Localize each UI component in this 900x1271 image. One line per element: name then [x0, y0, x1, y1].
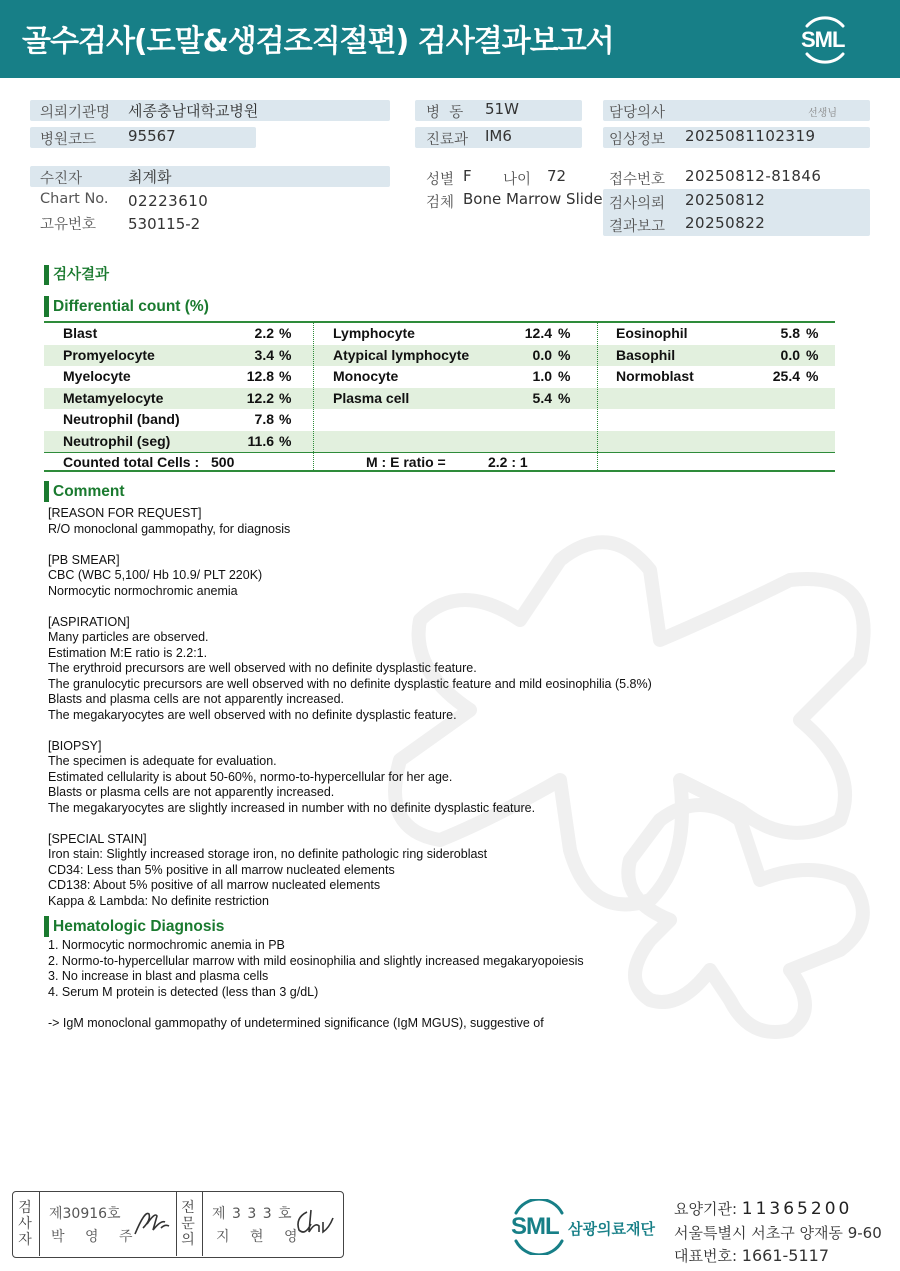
examiner-signature-icon — [131, 1204, 175, 1240]
hospital-label: 의뢰기관명 — [40, 105, 111, 121]
examiner-name: 박 영 주 — [51, 1229, 141, 1245]
table-row — [44, 366, 835, 388]
diagnosis-line: 2. Normo-to-hypercellular marrow with mild eosinophilia and slightly increased megakaryopoiesis — [48, 953, 584, 968]
examiner-license: 제30916호 — [49, 1206, 121, 1222]
agency-number: 11365200 — [741, 1199, 853, 1219]
comment-line: Iron stain: Slightly increased storage iron, no definite pathologic ring sideroblast — [48, 847, 488, 861]
receipt-value: 20250812-81846 — [685, 167, 822, 185]
comment-line: Many particles are observed. — [48, 630, 209, 644]
cell-name: Metamyelocyte — [63, 389, 164, 406]
cell-unit: % — [279, 389, 292, 406]
doctor-label: 담당의사 — [609, 105, 666, 121]
cell-name: Myelocyte — [63, 368, 131, 384]
comment-line: The megakaryocytes are slightly increased in number with no definite dysplastic feature. — [48, 800, 536, 815]
receipt-label: 접수번호 — [609, 172, 666, 188]
chart-label: Chart No. — [40, 191, 109, 207]
age-value: 72 — [547, 167, 567, 185]
specimen-label: 검체 — [426, 195, 455, 211]
sign-divider — [176, 1192, 177, 1256]
cell-name: Neutrophil (band) — [63, 411, 180, 427]
total-cells-value: 500 — [211, 454, 235, 470]
sign-divider — [39, 1192, 40, 1256]
clinical-label: 임상정보 — [609, 132, 666, 148]
diagnosis-line — [48, 1000, 868, 1016]
agency-line — [674, 1198, 852, 1219]
cell-unit: % — [558, 346, 571, 363]
dept-value: IM6 — [485, 127, 512, 145]
sex-label: 성별 — [426, 172, 455, 188]
cell-unit: % — [558, 389, 571, 406]
cell-name: Eosinophil — [616, 325, 688, 341]
comment-body — [48, 506, 868, 909]
diagnosis-line: 4. Serum M protein is detected (less than 3 g/dL) — [48, 984, 319, 999]
cell-name: Blast — [63, 325, 98, 341]
cell-name: Plasma cell — [333, 389, 410, 406]
comment-line: CD138: About 5% positive of all marrow nucleated elements — [48, 878, 381, 892]
org-name: 삼광의료재단 — [568, 1220, 655, 1238]
comment-line: The specimen is adequate for evaluation. — [48, 754, 277, 768]
hospital-value: 세종충남대학교병원 — [128, 102, 259, 120]
cell-name: Neutrophil (seg) — [63, 432, 171, 449]
info-bar — [30, 166, 390, 187]
cell-name: Monocyte — [333, 368, 399, 384]
comment-line: [BIOPSY] — [48, 738, 102, 753]
cell-unit: % — [558, 325, 571, 341]
comment-line: The megakaryocytes are well observed with no definite dysplastic feature. — [48, 707, 457, 722]
diagnosis-line: 1. Normocytic normochromic anemia in PB — [48, 938, 285, 952]
address: 서울특별시 서초구 양재동 9-60 — [674, 1224, 882, 1242]
comment-line: [ASPIRATION] — [48, 614, 130, 629]
comment-line: Blasts and plasma cells are not apparently increased. — [48, 692, 344, 706]
comment-block — [48, 615, 868, 724]
comment-line: The granulocytic precursors are well observed with no definite dysplastic feature and mild eosinophilia (5.8%) — [48, 676, 652, 691]
phone-number: 1661-5117 — [741, 1246, 830, 1265]
id-value: 530115-2 — [128, 215, 201, 233]
comment-line: The erythroid precursors are well observed with no definite dysplastic feature. — [48, 661, 477, 675]
comment-line: [PB SMEAR] — [48, 552, 120, 567]
ward-value: 51W — [485, 100, 519, 118]
cell-unit: % — [279, 346, 292, 363]
comment-line: Estimation M:E ratio is 2.2:1. — [48, 645, 208, 660]
sex-value: F — [463, 167, 472, 185]
cell-name: Lymphocyte — [333, 325, 415, 341]
doctor-value: 선생님 — [808, 108, 837, 119]
diagnosis-line: 3. No increase in blast and plasma cells — [48, 969, 269, 983]
specialist-signature-icon — [293, 1204, 337, 1240]
ward-label: 병 동 — [426, 105, 464, 121]
dept-label: 진료과 — [426, 132, 469, 148]
examiner-label: 검사자 — [18, 1200, 32, 1248]
cell-unit: % — [806, 346, 819, 363]
diagnosis-body — [48, 938, 868, 1031]
diagnosis-section-title: Hematologic Diagnosis — [44, 916, 224, 937]
cell-unit: % — [279, 432, 292, 449]
comment-block — [48, 506, 868, 537]
specialist-name: 지 현 영 — [216, 1229, 306, 1245]
result-section-title: 검사결과 — [44, 265, 109, 285]
cell-unit: % — [558, 368, 571, 384]
cell-unit: % — [806, 325, 819, 341]
comment-line: CBC (WBC 5,100/ Hb 10.9/ PLT 220K) — [48, 568, 263, 582]
column-divider — [313, 323, 314, 472]
chart-value: 02223610 — [128, 192, 209, 210]
me-ratio-label: M : E ratio = — [366, 454, 446, 470]
request-value: 20250812 — [685, 191, 766, 209]
report-header — [0, 0, 900, 78]
footer-logo-text: SML — [511, 1213, 559, 1240]
comment-line: Normocytic normochromic anemia — [48, 583, 238, 598]
age-label: 나이 — [503, 172, 532, 188]
sml-logo — [797, 12, 853, 66]
code-value: 95567 — [128, 127, 176, 145]
comment-line: [SPECIAL STAIN] — [48, 831, 147, 846]
request-label: 검사의뢰 — [609, 196, 666, 212]
report-label: 결과보고 — [609, 219, 666, 235]
specialist-license: 제 3 3 3 호 — [212, 1206, 293, 1222]
comment-block — [48, 832, 868, 910]
comment-line: Kappa & Lambda: No definite restriction — [48, 893, 269, 908]
report-value: 20250822 — [685, 214, 766, 232]
phone-label: 대표번호: — [674, 1247, 738, 1265]
cell-unit: % — [806, 368, 819, 384]
agency-label: 요양기관: — [674, 1200, 738, 1218]
table-row — [44, 323, 835, 345]
cell-name: Basophil — [616, 346, 676, 363]
specialist-label: 전문의 — [181, 1200, 195, 1248]
signature-box — [12, 1191, 344, 1258]
cell-name: Promyelocyte — [63, 346, 155, 363]
specimen-value: Bone Marrow Slide — [463, 190, 603, 208]
comment-block — [48, 553, 868, 600]
clinical-value: 2025081102319 — [685, 127, 816, 145]
comment-line: CD34: Less than 5% positive in all marrow nucleated elements — [48, 862, 395, 877]
cell-name: Normoblast — [616, 368, 694, 384]
comment-line: R/O monoclonal gammopathy, for diagnosis — [48, 521, 291, 536]
comment-line: Blasts or plasma cells are not apparently increased. — [48, 785, 335, 799]
cell-unit: % — [279, 368, 292, 384]
code-label: 병원코드 — [40, 132, 97, 148]
patient-label: 수진자 — [40, 171, 83, 187]
footer-org-logo — [510, 1199, 670, 1255]
phone-line — [674, 1245, 829, 1266]
sign-divider — [202, 1192, 203, 1256]
cell-unit: % — [279, 411, 292, 427]
me-ratio-value: 2.2 : 1 — [488, 454, 528, 470]
patient-value: 최계화 — [128, 168, 172, 186]
cell-unit: % — [279, 325, 292, 341]
total-cells-label: Counted total Cells : — [63, 454, 200, 470]
differential-count-table: Blast 2.2 % Promyelocyte % Myelocyte 12.8 % Metamyelocyte % Neutrophil (band) 7.8 % Neutrophil (seg) % Lymphocyte 12.4 % Atypical lymphocyte % Monocyte 1.0 % Plasma cell % Eosinophil 5.8 % Basophil % Normoblast 25.4 % Counted total Cells : 500 M : E ratio = 2.2 : 1 — [44, 321, 835, 472]
sml-logo-text: SML — [801, 27, 845, 52]
comment-block — [48, 739, 868, 817]
diff-section-title: Differential count (%) — [44, 296, 209, 317]
cell-name: Atypical lymphocyte — [333, 346, 470, 363]
comment-section-title: Comment — [44, 481, 124, 502]
comment-line: Estimated cellularity is about 50-60%, normo-to-hypercellular for her age. — [48, 769, 453, 784]
comment-line: [REASON FOR REQUEST] — [48, 506, 202, 520]
id-label: 고유번호 — [40, 217, 97, 233]
report-title: 골수검사(도말&생검조직절편) 검사결과보고서 — [22, 24, 614, 59]
column-divider — [597, 323, 598, 472]
diagnosis-line: -> IgM monoclonal gammopathy of undetermined significance (IgM MGUS), suggestive of — [48, 1015, 544, 1030]
